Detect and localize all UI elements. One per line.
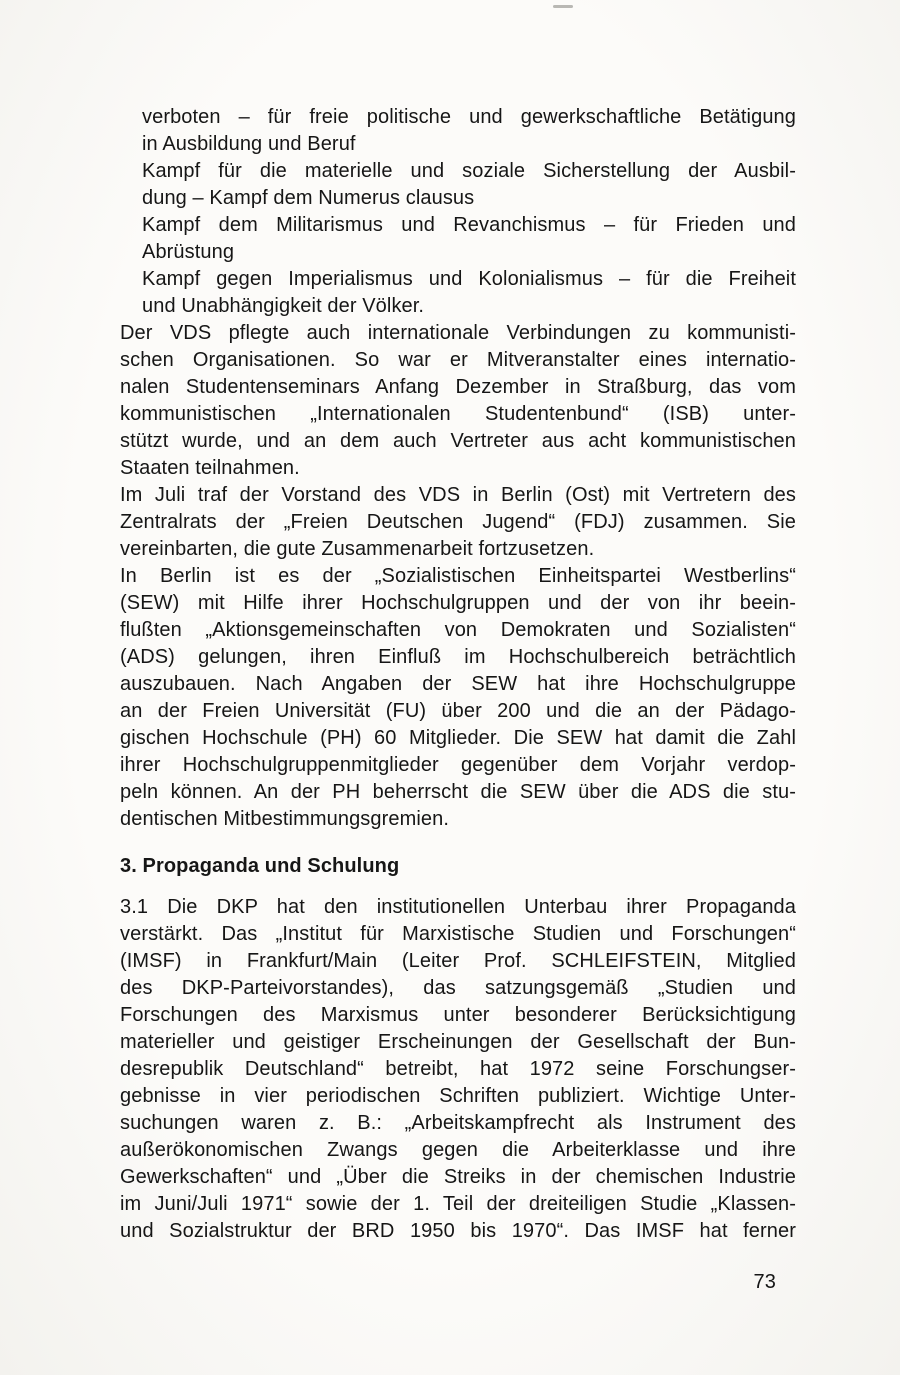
- list-item: [142, 212, 796, 266]
- text-line: dung – Kampf dem Numerus clausus: [142, 187, 475, 209]
- text-line: Abrüstung: [142, 241, 235, 263]
- list-item: [142, 104, 796, 158]
- list-item: [142, 158, 796, 212]
- list-item: [142, 266, 796, 320]
- text-line: Zentralrats der „Freien Deutschen Jugend“ (FDJ) zusammen. Sie: [120, 511, 796, 533]
- text-line: flußten „Aktionsgemeinschaften von Demokraten und Sozialisten“: [120, 619, 796, 641]
- text-line: stützt wurde, und an dem auch Vertreter aus acht kommunistischen: [120, 430, 796, 452]
- text-line: Kampf dem Militarismus und Revanchismus – für Frieden und: [142, 214, 796, 236]
- text-line: (ADS) gelungen, ihren Einfluß im Hochschulbereich beträchtlich: [120, 646, 796, 668]
- text-line: vereinbarten, die gute Zusammenarbeit fortzusetzen.: [120, 538, 595, 560]
- text-line: in Ausbildung und Beruf: [142, 133, 356, 155]
- text-line: des DKP-Parteivorstandes), das satzungsgemäß „Studien und: [120, 977, 796, 999]
- text-line: 3.1 Die DKP hat den institutionellen Unterbau ihrer Propaganda: [120, 896, 796, 918]
- text-line: verboten – für freie politische und gewerkschaftliche Betätigung: [142, 106, 796, 128]
- paragraph-imsf: [120, 894, 796, 1245]
- text-line: (SEW) mit Hilfe ihrer Hochschulgruppen und der von ihr beein-: [120, 592, 796, 614]
- text-line: nalen Studentenseminars Anfang Dezember in Straßburg, das vom: [120, 376, 796, 398]
- text-line: (IMSF) in Frankfurt/Main (Leiter Prof. SCHLEIFSTEIN, Mitglied: [120, 950, 796, 972]
- text-line: gebnisse in vier periodischen Schriften publiziert. Wichtige Unter-: [120, 1085, 796, 1107]
- text-line: und Unabhängigkeit der Völker.: [142, 295, 425, 317]
- text-block: [120, 104, 796, 1296]
- text-line: außerökonomischen Zwangs gegen die Arbeiterklasse und ihre: [120, 1139, 796, 1161]
- text-line: Staaten teilnahmen.: [120, 457, 300, 479]
- text-line: Kampf für die materielle und soziale Sicherstellung der Ausbil-: [142, 160, 796, 182]
- text-line: ihrer Hochschulgruppenmitglieder gegenüber dem Vorjahr verdop-: [120, 754, 796, 776]
- text-line: schen Organisationen. So war er Mitveranstalter eines internatio-: [120, 349, 796, 371]
- text-line: desrepublik Deutschland“ betreibt, hat 1972 seine Forschungser-: [120, 1058, 796, 1080]
- text-line: verstärkt. Das „Institut für Marxistische Studien und Forschungen“: [120, 923, 796, 945]
- text-line: auszubauen. Nach Angaben der SEW hat ihre Hochschulgruppe: [120, 673, 796, 695]
- paragraph-vds-international: [120, 320, 796, 482]
- page-number: 73: [753, 1271, 776, 1293]
- text-line: Gewerkschaften“ und „Über die Streiks in der chemischen Industrie: [120, 1166, 796, 1188]
- text-line: peln können. An der PH beherrscht die SEW über die ADS die stu-: [120, 781, 796, 803]
- text-line: und Sozialstruktur der BRD 1950 bis 1970“. Das IMSF hat ferner: [120, 1220, 796, 1242]
- paragraph-sew-berlin: [120, 563, 796, 833]
- text-line: Kampf gegen Imperialismus und Kolonialismus – für die Freiheit: [142, 268, 796, 290]
- text-line: In Berlin ist es der „Sozialistischen Einheitspartei Westberlins“: [120, 565, 796, 587]
- text-line: gischen Hochschule (PH) 60 Mitglieder. Die SEW hat damit die Zahl: [120, 727, 796, 749]
- paragraph-fdj-meeting: [120, 482, 796, 563]
- text-line: materieller und geistiger Erscheinungen der Gesellschaft der Bun-: [120, 1031, 796, 1053]
- text-line: Im Juli traf der Vorstand des VDS in Berlin (Ost) mit Vertretern des: [120, 484, 796, 506]
- text-line: im Juni/Juli 1971“ sowie der 1. Teil der dreiteiligen Studie „Klassen-: [120, 1193, 796, 1215]
- text-line: suchungen waren z. B.: „Arbeitskampfrecht als Instrument des: [120, 1112, 796, 1134]
- text-line: an der Freien Universität (FU) über 200 und die an der Pädago-: [120, 700, 796, 722]
- scan-artifact: [553, 5, 573, 8]
- text-line: Forschungen des Marxismus unter besonderer Berücksichtigung: [120, 1004, 796, 1026]
- campaign-goals-list: [142, 104, 796, 320]
- text-line: Der VDS pflegte auch internationale Verbindungen zu kommunisti-: [120, 322, 796, 344]
- text-line: kommunistischen „Internationalen Studentenbund“ (ISB) unter-: [120, 403, 796, 425]
- text-line: dentischen Mitbestimmungsgremien.: [120, 808, 450, 830]
- section-heading: 3. Propaganda und Schulung: [120, 855, 400, 877]
